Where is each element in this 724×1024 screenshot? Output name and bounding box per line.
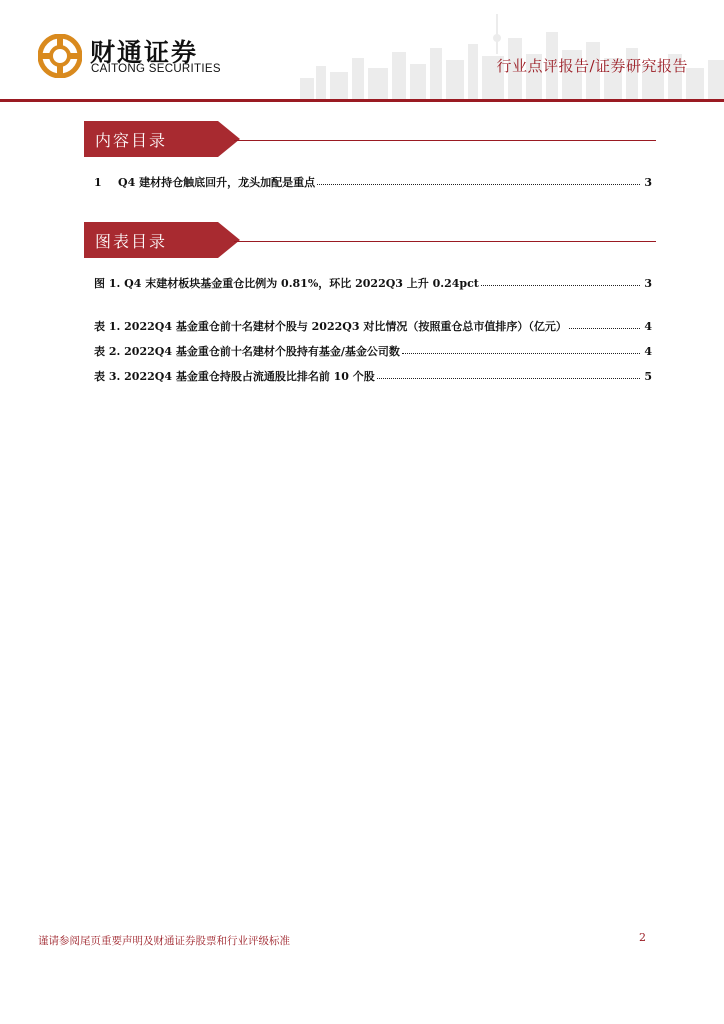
dot-leader — [402, 352, 641, 354]
brand-name-cn: 财通证券 — [90, 38, 199, 67]
table-entry[interactable] — [94, 343, 652, 359]
toc-section-heading — [84, 121, 656, 157]
toc-entry[interactable] — [94, 174, 652, 190]
toc-entry-page: 3 — [644, 176, 652, 189]
table-entry[interactable] — [94, 368, 652, 384]
header-divider — [0, 99, 724, 102]
table-entry-text: 表 2. 2022Q4 基金重仓前十名建材个股持有基金/基金公司数 — [94, 345, 400, 358]
page-header — [0, 0, 724, 104]
dot-leader — [569, 327, 641, 329]
table-entry[interactable] — [94, 318, 652, 334]
figures-title: 图表目录 — [95, 232, 168, 251]
figure-entry-page: 3 — [644, 277, 652, 290]
figure-entry-text: 图 1. Q4 末建材板块基金重仓比例为 0.81%，环比 2022Q3 上升 0.24pct — [94, 277, 479, 290]
section-divider — [234, 140, 656, 141]
figure-entry[interactable] — [94, 275, 652, 291]
toc-title: 内容目录 — [95, 131, 168, 150]
disclaimer-note: 谨请参阅尾页重要声明及财通证券股票和行业评级标准 — [38, 935, 290, 947]
dot-leader — [317, 183, 640, 185]
toc-entry-text: Q4 建材持仓触底回升，龙头加配是重点 — [118, 176, 316, 189]
table-entry-text: 表 1. 2022Q4 基金重仓前十名建材个股与 2022Q3 对比情况（按照重仓总市值排序）（亿元） — [94, 320, 567, 333]
dot-leader — [377, 377, 641, 379]
toc-entry-number: 1 — [94, 176, 102, 189]
brand-name-en: CAITONG SECURITIES — [91, 63, 221, 75]
page-number: 2 — [639, 931, 646, 944]
table-entry-page: 4 — [644, 345, 652, 358]
dot-leader — [481, 284, 640, 286]
caitong-logo-icon — [38, 34, 82, 78]
report-type-label: 行业点评报告/证券研究报告 — [496, 57, 688, 75]
table-entry-page: 5 — [644, 370, 652, 383]
section-divider — [234, 241, 656, 242]
table-entry-text: 表 3. 2022Q4 基金重仓持股占流通股比排名前 10 个股 — [94, 370, 375, 383]
figures-section-heading — [84, 222, 656, 258]
table-entry-page: 4 — [644, 320, 652, 333]
